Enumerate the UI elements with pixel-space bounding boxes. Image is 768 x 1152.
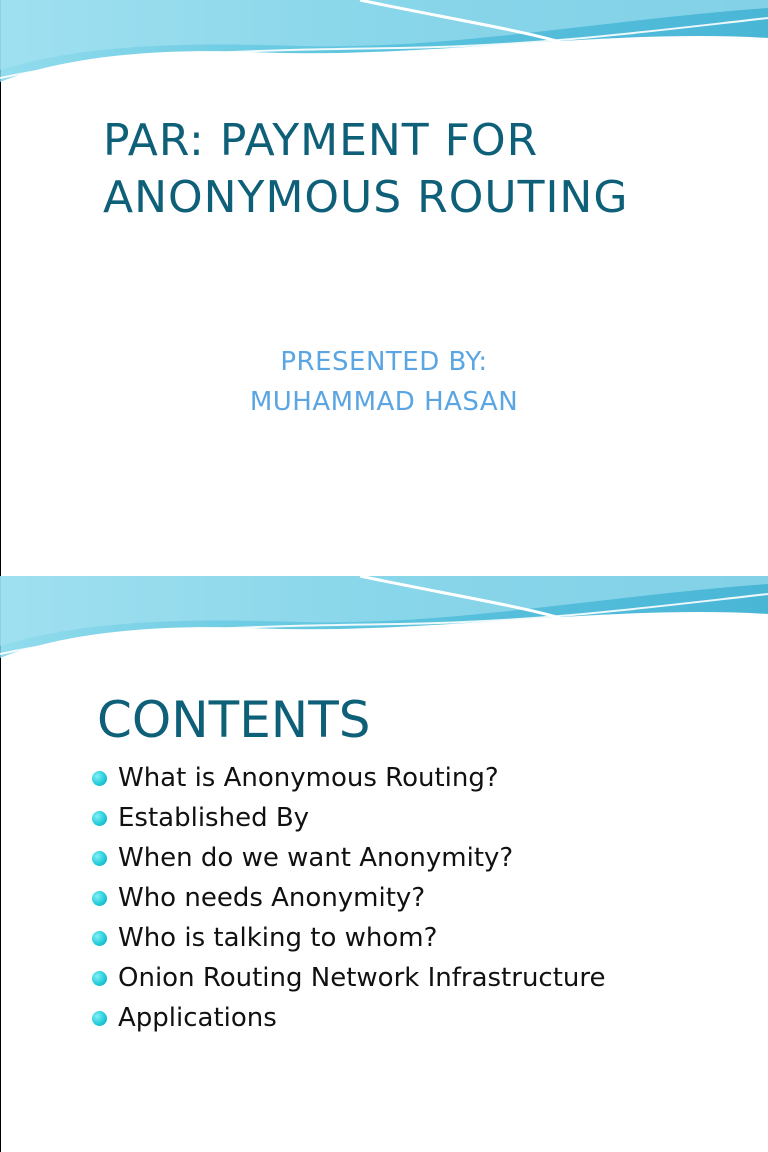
list-item-label: Who is talking to whom? (118, 923, 438, 953)
bullet-dot-icon (92, 891, 107, 906)
bullet-dot-icon (92, 931, 107, 946)
list-item-label: When do we want Anonymity? (118, 843, 514, 873)
list-item-label: What is Anonymous Routing? (118, 763, 499, 793)
contents-list (92, 760, 606, 1040)
list-item-label: Applications (118, 1003, 277, 1033)
list-item-label: Established By (118, 803, 310, 833)
list-item (92, 960, 606, 1000)
list-item (92, 1000, 606, 1040)
header-wave-decoration (0, 576, 768, 666)
title-line-2: ANONYMOUS ROUTING (103, 172, 629, 223)
list-item (92, 880, 606, 920)
bullet-dot-icon (92, 811, 107, 826)
subtitle-line-1: PRESENTED BY: (280, 347, 488, 377)
bullet-dot-icon (92, 771, 107, 786)
list-item (92, 800, 606, 840)
list-item-label: Who needs Anonymity? (118, 883, 426, 913)
presenter-subtitle (0, 342, 768, 422)
bullet-dot-icon (92, 851, 107, 866)
presentation-title (103, 112, 628, 226)
list-item (92, 760, 606, 800)
title-line-1: PAR: PAYMENT FOR (103, 115, 539, 166)
contents-slide (0, 576, 768, 1152)
list-item-label: Onion Routing Network Infrastructure (118, 963, 606, 993)
header-wave-decoration (0, 0, 768, 90)
subtitle-line-2: MUHAMMAD HASAN (249, 387, 519, 417)
bullet-dot-icon (92, 971, 107, 986)
list-item (92, 840, 606, 880)
contents-heading: CONTENTS (97, 691, 371, 749)
list-item (92, 920, 606, 960)
